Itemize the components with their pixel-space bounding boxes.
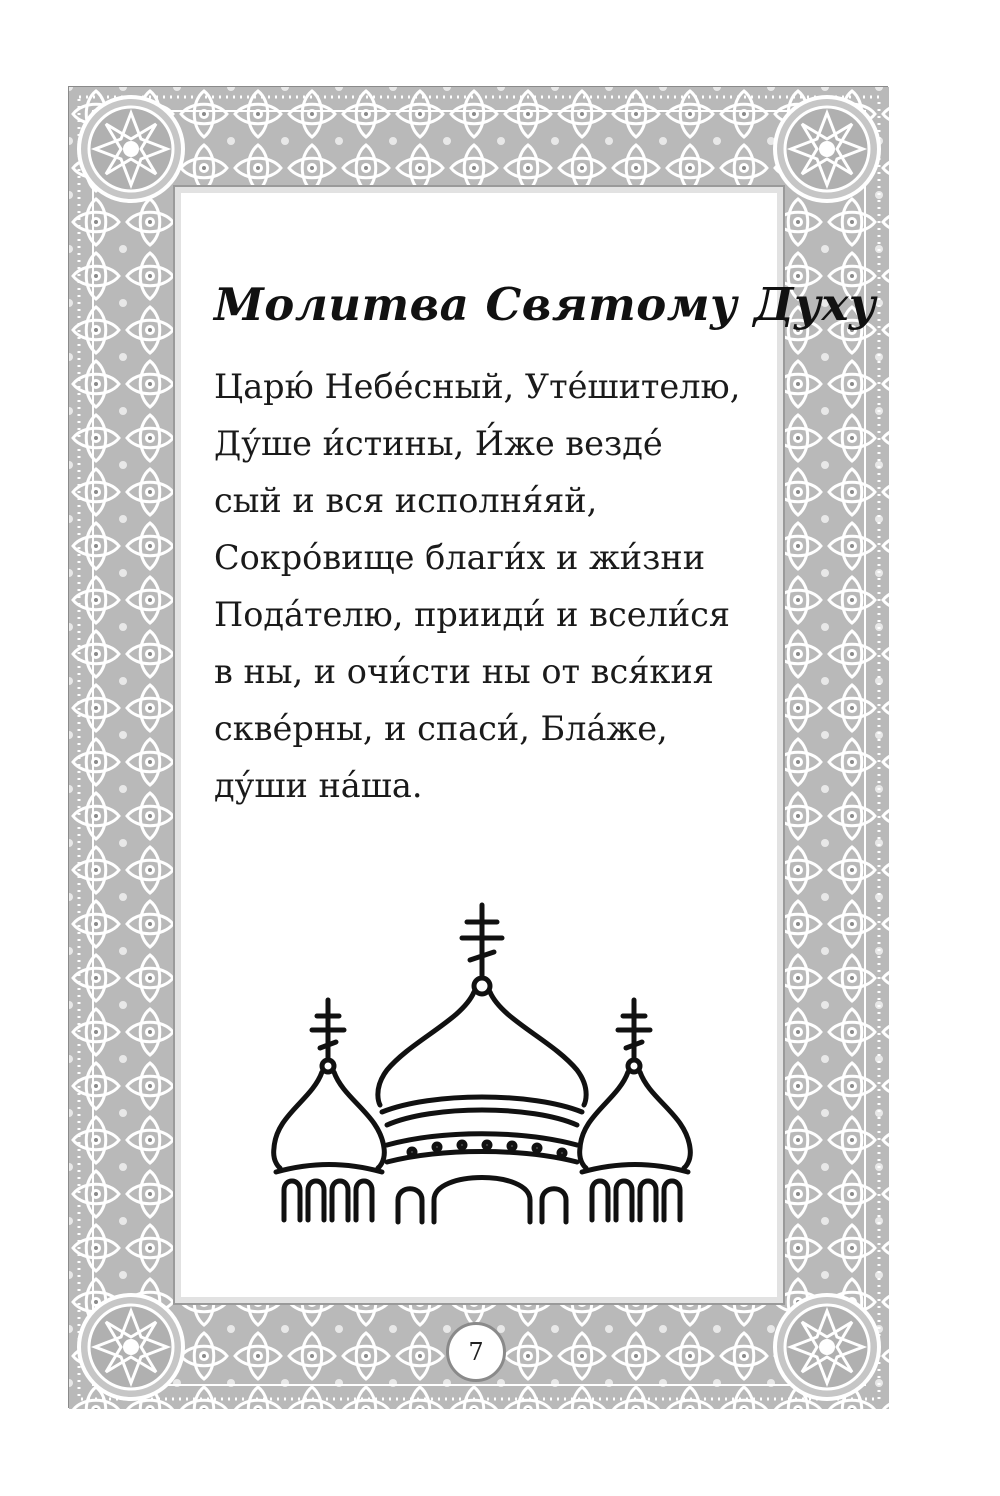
prayer-text <box>214 358 774 814</box>
prayer-line: Ду́ше и́стины, И́же везде́ <box>214 424 663 463</box>
prayer-line: Царю́ Небе́сный, Уте́шителю, <box>214 367 741 406</box>
page-number: 7 <box>446 1322 506 1382</box>
prayer-line: Пода́телю, прииди́ и всели́ся <box>214 595 731 634</box>
prayer-line: сый и вся исполня́яй, <box>214 481 598 520</box>
church-domes-icon <box>262 900 702 1230</box>
prayer-line: скве́рны, и спаси́, Бла́же, <box>214 709 668 748</box>
page-title: Молитва Святому Духу <box>214 278 877 331</box>
prayer-line: ду́ши на́ша. <box>214 766 423 805</box>
prayer-line: в ны, и очи́сти ны от вся́кия <box>214 652 714 691</box>
prayer-line: Сокро́вище благи́х и жи́зни <box>214 538 706 577</box>
